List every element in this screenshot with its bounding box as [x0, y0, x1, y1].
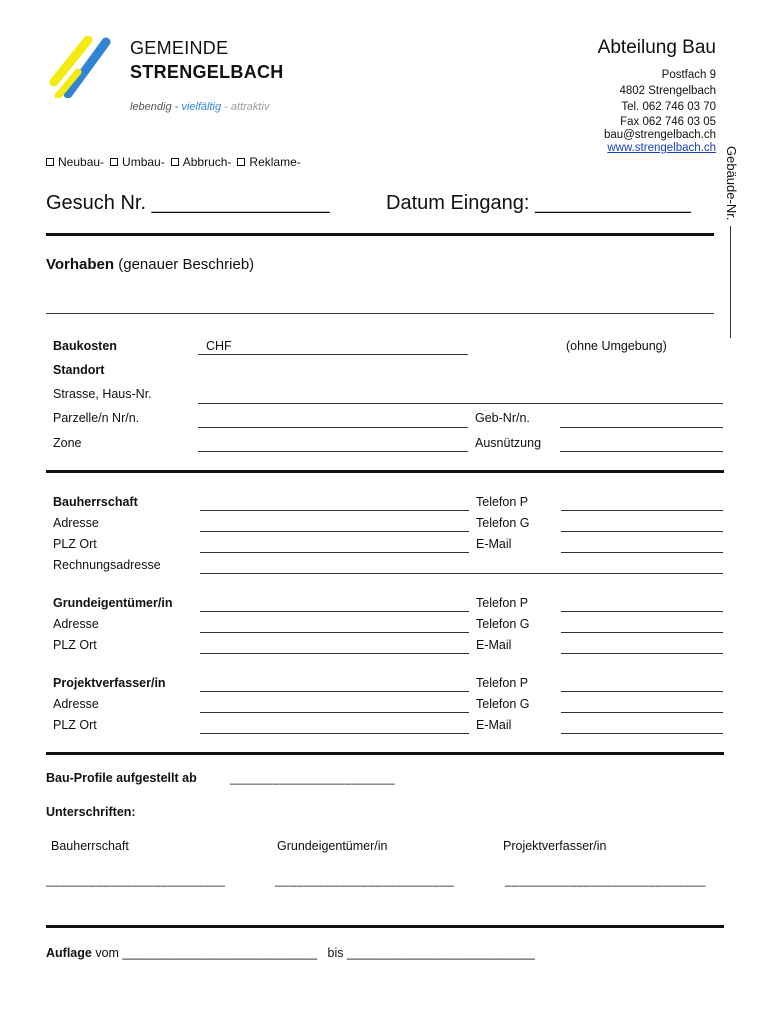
standort-label: Standort	[53, 363, 105, 377]
divider	[46, 470, 724, 473]
building-number-line[interactable]	[730, 226, 731, 338]
projektverfasser-adresse-input[interactable]	[200, 712, 469, 713]
checkbox-square-icon	[237, 158, 245, 166]
street-label: Strasse, Haus-Nr.	[53, 387, 152, 401]
auflage-vom-input[interactable]: ____________________________	[122, 946, 318, 960]
tagline: lebendig - vielfältig - attraktiv	[130, 101, 270, 113]
datum-input[interactable]: ______________	[534, 192, 691, 214]
municipality-name-bold: STRENGELBACH	[130, 62, 284, 82]
checkbox-umbau[interactable]: Umbau-	[110, 155, 165, 169]
vorhaben-field	[46, 256, 254, 273]
grundeigentuemer-adresse-input[interactable]	[200, 632, 469, 633]
baukosten-note: (ohne Umgebung)	[566, 339, 667, 353]
grundeigentuemer-plz-label: PLZ Ort	[53, 638, 97, 652]
grundeigentuemer-email-label: E-Mail	[476, 638, 512, 652]
bauprofile-label: Bau-Profile aufgestellt ab	[46, 771, 197, 785]
grundeigentuemer-telp-input[interactable]	[561, 611, 723, 612]
phone-line: Tel. 062 746 03 70	[621, 101, 716, 113]
bauprofile-input[interactable]: _______________________	[230, 771, 395, 785]
geb-nr-input[interactable]	[560, 427, 723, 428]
department-title: Abteilung Bau	[597, 37, 716, 58]
grundeigentuemer-telg-input[interactable]	[561, 632, 723, 633]
parcel-input[interactable]	[198, 427, 468, 428]
bauherrschaft-plz-input[interactable]	[200, 552, 469, 553]
parcel-label: Parzelle/n Nr/n.	[53, 411, 140, 425]
building-number-side-label: Gebäude-Nr.	[724, 146, 739, 221]
projektverfasser-name-input[interactable]	[200, 691, 469, 692]
divider	[46, 233, 714, 236]
checkbox-reklame[interactable]: Reklame-	[237, 155, 300, 169]
bauherrschaft-plz-label: PLZ Ort	[53, 537, 97, 551]
divider	[46, 752, 724, 755]
bauherrschaft-adresse-input[interactable]	[200, 531, 469, 532]
geb-nr-label: Geb-Nr/n.	[475, 411, 530, 425]
vorhaben-input-line[interactable]	[46, 313, 714, 314]
checkbox-square-icon	[171, 158, 179, 166]
bauherrschaft-telg-label: Telefon G	[476, 516, 530, 530]
bauherrschaft-email-label: E-Mail	[476, 537, 512, 551]
baukosten-label: Baukosten	[53, 339, 117, 353]
projektverfasser-telg-label: Telefon G	[476, 697, 530, 711]
application-type-checkboxes	[46, 155, 301, 169]
signature-role-grundeigentuemer: Grundeigentümer/in	[277, 839, 388, 853]
signature-role-projektverfasser: Projektverfasser/in	[503, 839, 607, 853]
bauherrschaft-email-input[interactable]	[561, 552, 723, 553]
bauherrschaft-adresse-label: Adresse	[53, 516, 99, 530]
projektverfasser-adresse-label: Adresse	[53, 697, 99, 711]
signature-line-projektverfasser[interactable]: ____________________________	[505, 873, 706, 887]
bauherrschaft-telp-label: Telefon P	[476, 495, 529, 509]
website-link-wrap	[607, 140, 716, 157]
datum-label: Datum Eingang:	[386, 192, 530, 214]
projektverfasser-label: Projektverfasser/in	[53, 676, 166, 690]
unterschriften-label: Unterschriften:	[46, 805, 136, 819]
vorhaben-hint: (genauer Beschrieb)	[118, 256, 255, 273]
vorhaben-label: Vorhaben	[46, 256, 115, 273]
street-input[interactable]	[198, 403, 723, 404]
grundeigentuemer-telg-label: Telefon G	[476, 617, 530, 631]
municipality-name: GEMEINDE	[130, 38, 229, 58]
signature-line-grundeigentuemer[interactable]: _________________________	[275, 873, 455, 887]
fax-line: Fax 062 746 03 05	[620, 116, 716, 128]
address-line: 4802 Strengelbach	[619, 85, 716, 97]
projektverfasser-telp-input[interactable]	[561, 691, 723, 692]
checkbox-square-icon	[110, 158, 118, 166]
auflage-vom-label: vom	[95, 946, 119, 960]
grundeigentuemer-label: Grundeigentümer/in	[53, 596, 173, 610]
checkbox-abbruch[interactable]: Abbruch-	[171, 155, 232, 169]
projektverfasser-telg-input[interactable]	[561, 712, 723, 713]
gesuch-input[interactable]: ________________	[151, 192, 330, 214]
checkbox-neubau[interactable]: Neubau-	[46, 155, 104, 169]
projektverfasser-plz-input[interactable]	[200, 733, 469, 734]
grundeigentuemer-name-input[interactable]	[200, 611, 469, 612]
gesuch-field	[46, 192, 330, 215]
signature-line-bauherrschaft[interactable]: _________________________	[46, 873, 226, 887]
email-line: bau@strengelbach.ch	[603, 129, 716, 141]
zone-label: Zone	[53, 436, 82, 450]
bauherrschaft-name-input[interactable]	[200, 510, 469, 511]
bauherrschaft-telg-input[interactable]	[561, 531, 723, 532]
auflage-bis-label: bis	[327, 946, 344, 960]
ausnutzung-label: Ausnützung	[475, 436, 542, 450]
projektverfasser-email-input[interactable]	[561, 733, 723, 734]
gesuch-label: Gesuch Nr.	[46, 192, 147, 214]
bauherrschaft-label: Bauherrschaft	[53, 495, 138, 509]
baukosten-input[interactable]	[198, 354, 468, 355]
address-line: Postfach 9	[661, 69, 716, 81]
auflage-row	[46, 946, 535, 960]
divider	[46, 925, 724, 928]
checkbox-square-icon	[46, 158, 54, 166]
signature-role-bauherrschaft: Bauherrschaft	[51, 839, 129, 853]
grundeigentuemer-telp-label: Telefon P	[476, 596, 529, 610]
website-link[interactable]: www.strengelbach.ch	[607, 142, 716, 154]
auflage-bis-input[interactable]: ___________________________	[346, 946, 535, 960]
bauherrschaft-telp-input[interactable]	[561, 510, 723, 511]
baukosten-currency: CHF	[206, 339, 232, 353]
auflage-label: Auflage	[46, 946, 92, 960]
grundeigentuemer-plz-input[interactable]	[200, 653, 469, 654]
projektverfasser-plz-label: PLZ Ort	[53, 718, 97, 732]
zone-input[interactable]	[198, 451, 468, 452]
datum-field	[386, 192, 691, 215]
municipality-logo	[48, 36, 114, 98]
projektverfasser-telp-label: Telefon P	[476, 676, 529, 690]
rechnungsadresse-input[interactable]	[200, 573, 723, 574]
projektverfasser-email-label: E-Mail	[476, 718, 512, 732]
rechnungsadresse-label: Rechnungsadresse	[53, 558, 161, 572]
grundeigentuemer-email-input[interactable]	[561, 653, 723, 654]
ausnutzung-input[interactable]	[560, 451, 723, 452]
grundeigentuemer-adresse-label: Adresse	[53, 617, 99, 631]
